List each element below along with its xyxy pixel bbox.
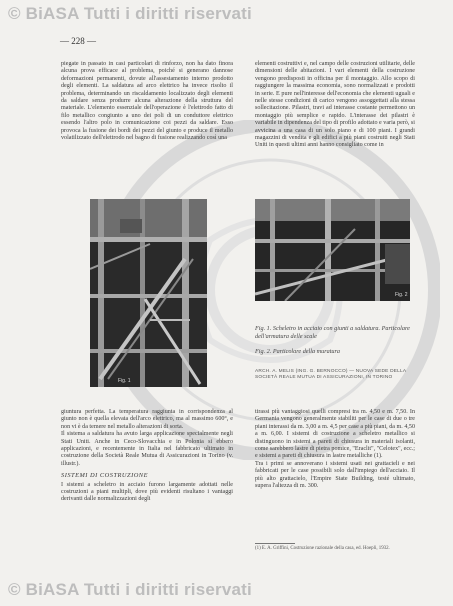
right-column-bottom-text: tirassi più vantaggiosi quelli compresi tra m. 4,50 e m. 7,50. In Germania vengono generalmente stabiliti per le case di due o tre piani interassi da m. 3,00 a m. 4,5 per case a più piani, da m. 4,50 a m. 6,00. I sistemi di costruzione a scheletro metallico si distinguono in sistemi a pareti di chiusura in materiali isolanti, come sarebbero lastre di pietra pomice, "Eraclit", "Celotex", ecc.; e sistemi a pareti di chiusura in lastre metalliche (1). Tra i primi se annoverano i sistemi usati nei grattacieli e nei fabbricati per le case possibili solo dall'impiego dell'acciaio. Il più alto grattacielo, l'Empire State Building, testé ultimato, supera l'altezza di m. 300.: [255, 409, 415, 490]
section-heading: SISTEMI DI COSTRUZIONE: [61, 472, 148, 480]
footnote-rule: [255, 543, 295, 544]
photo-masonry-detail: [255, 199, 410, 301]
photo-2-label: Fig. 2: [395, 292, 408, 298]
caption-figure-1: Fig. 1. Scheletro in acciaio con giunti a saldatura. Particolare dell'armatura delle scale: [255, 325, 410, 340]
watermark-bottom: © BiASA Tutti i diritti riservati: [8, 580, 252, 599]
watermark-top: © BiASA Tutti i diritti riservati: [8, 4, 252, 23]
photo-steel-skeleton-stairs: [90, 199, 207, 387]
left-column-bottom-text: giuntura perfetta. La temperatura raggiunta in corrispondenza al giunto non è quella elevata dell'arco elettrico, ma al massimo 600°, e non vi è da temere nel metallo alterazioni di sorta. Il sistema a saldatura ha avuto larga applicazione specialmente negli Stati Uniti. Anche in Ceco-Slovacchia e in Polonia si ebbero applicazioni, e recentemente in Italia nel fabbricato ultimato in costruzione della Società Reale Mutua di Assicurazioni in Torino (v. illustr.). SISTEMI DI COSTRUZIONE I sistemi a scheletro in acciaio furono largamente adottati nelle costruzioni a piani multipli, dove più evidenti risultano i vantaggi derivanti dalle normalizzazioni degli: [61, 409, 233, 503]
caption-figure-2: Fig. 2. Particolare della muratura: [255, 348, 341, 355]
footnote: (1) E. A. Griffini, Costruzione razionale della casa, ed. Hoepli, 1932.: [255, 546, 390, 551]
photo-credit: ARCH. A. MELIS (ING. G. BERNOCCO) — NUOVA SEDE DELLA SOCIETÀ REALE MUTUA DI ASSICURAZIONI, IN TORINO: [255, 369, 407, 380]
page-number: — 228 —: [60, 36, 96, 46]
right-column-top-text: elementi costruttivi e, nel campo delle costruzioni utilitarie, delle dimensioni delle abitazioni. I vari elementi della costruzione vengono predisposti in officina per il montaggio. Allo scopo di raggiungere la massima economia, sono normalizzati e prodotti in serie. E pure nell'interesse dell'economia che elementi uguali e nelle stesse condizioni di carico vengono assoggettati alla stessa sollecitazione. Pilastri, travi ad interasse costante permettono un montaggio più semplice e rapido. L'interasse dei pilastri è variabile in dipendenza del tipo di profilo adottato e varia però, si avvicina a una casa di un solo piano e di 100 piani. I grandi magazzini di vendita e gli edifici a più piani costruiti negli Stati Uniti in questi ultimi anni hanno consigliato come in: [255, 61, 415, 149]
photo-1-label: Fig. 1: [118, 378, 131, 384]
left-column-top-text: piegate in passato in casi particolari di rinforzo, non ha dato finora alcuna prova efficace al problema, poiché si generano dannose deformazioni permanenti, dovute all'assestamento interno prodotto degli elementi. La saldatura ad arco elettrico ha invece risolto il problema, determinando un riscaldamento localizzato degli elementi da saldare senza produrre alcuna alterazione della struttura del materiale. L'elemento essenziale dell'operazione è l'elettrodo fatto di filo metallico congiunto a uno dei poli di un conduttore elettrico essendo l'altro polo in comunicazione coi pezzi da saldare. Esso provoca la fusione dei bordi dei pezzi del giunto e produce il metallo volatilizzato dell'elettrodo nel bagno di fusione realizzando così una: [61, 61, 233, 142]
